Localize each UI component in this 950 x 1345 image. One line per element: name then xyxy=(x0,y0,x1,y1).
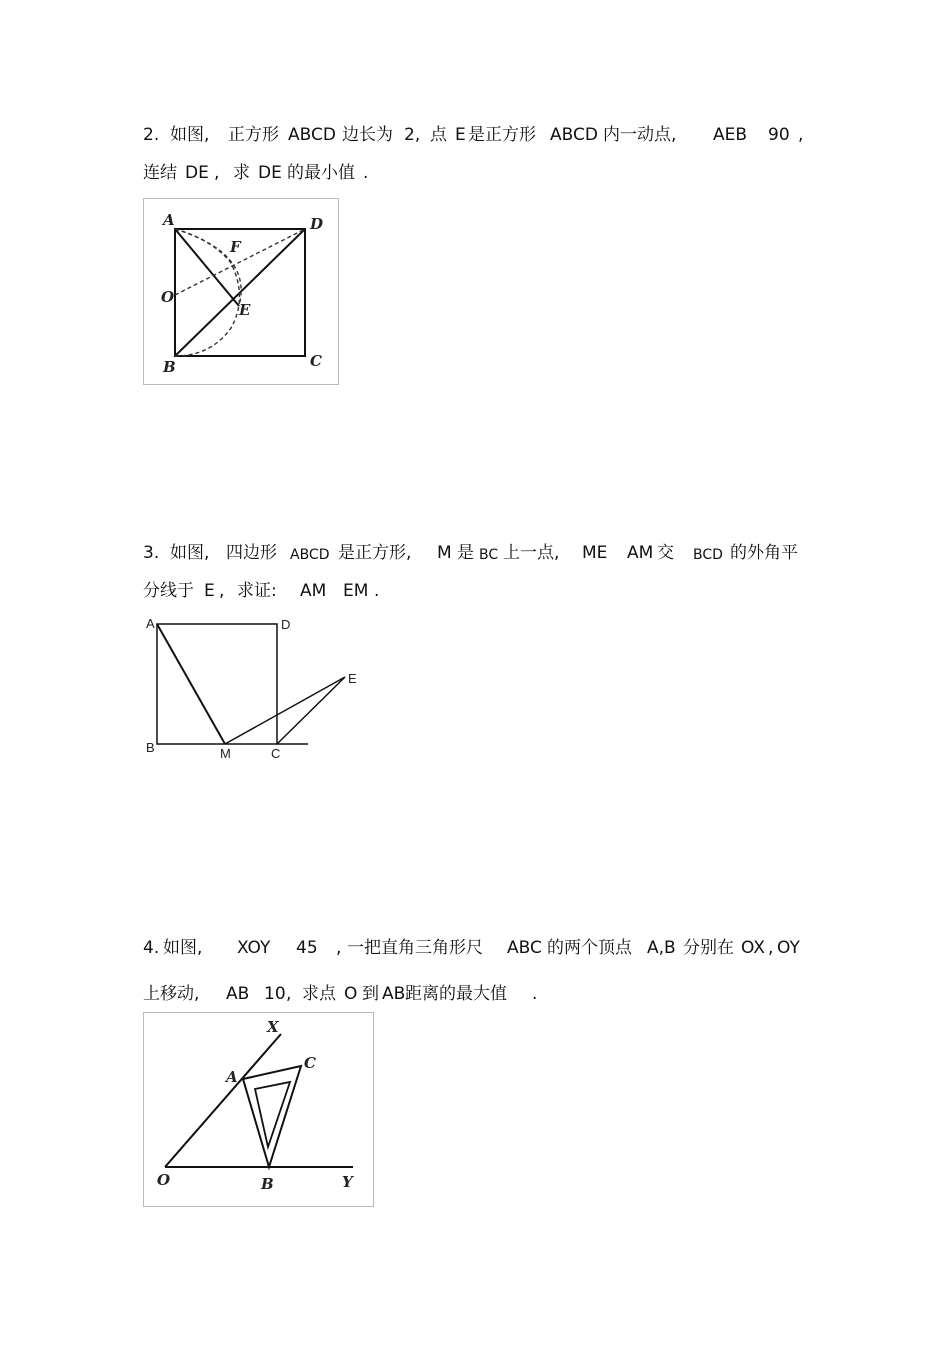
text: AM xyxy=(627,543,654,563)
point-label-A: A xyxy=(146,616,155,631)
problem-number: 4. xyxy=(143,938,160,958)
point-label-A: A xyxy=(226,1068,238,1086)
text: 连结 xyxy=(143,163,177,183)
text: ABCD xyxy=(290,547,330,563)
text: 是正方形 xyxy=(468,125,536,145)
text: 交 xyxy=(657,543,674,563)
problem-number: 2. xyxy=(143,125,160,145)
point-label-E: E xyxy=(239,301,251,319)
text: E xyxy=(455,125,466,145)
point-label-C: C xyxy=(304,1054,316,1072)
point-label-E: E xyxy=(348,671,357,686)
text: 的两个顶点 xyxy=(547,938,632,958)
text: AB xyxy=(382,984,406,1004)
text: OY xyxy=(777,938,800,958)
text: DE xyxy=(185,163,209,183)
text: , xyxy=(768,938,774,958)
text: 45 xyxy=(296,938,318,958)
text: DE xyxy=(258,163,282,183)
point-label-O: O xyxy=(161,288,175,306)
text: , xyxy=(219,581,225,601)
text: 2, xyxy=(404,125,421,145)
text: AB xyxy=(226,984,250,1004)
text: 到 xyxy=(362,984,379,1004)
text: , xyxy=(798,125,804,145)
point-label-M: M xyxy=(220,746,231,761)
text: O xyxy=(344,984,358,1004)
text: 边长为 xyxy=(342,125,393,145)
point-label-D: D xyxy=(281,617,291,632)
point-label-F: F xyxy=(230,238,241,256)
text: A,B xyxy=(647,938,676,958)
point-label-C: C xyxy=(271,746,281,761)
text: XOY xyxy=(237,938,271,958)
point-label-B: B xyxy=(261,1175,274,1193)
text: AM xyxy=(300,581,327,601)
text: 是 xyxy=(457,543,474,563)
point-label-A: A xyxy=(163,211,175,229)
text: 如图, xyxy=(170,543,210,563)
problem-3-figure xyxy=(143,612,373,767)
problem-2-figure xyxy=(143,198,340,386)
text: . xyxy=(363,163,369,183)
point-label-B: B xyxy=(163,358,176,376)
text: BC xyxy=(479,547,499,563)
point-label-D: D xyxy=(310,215,324,233)
text: BCD xyxy=(693,547,723,563)
text: ABCD xyxy=(288,125,336,145)
point-label-O: O xyxy=(157,1171,171,1189)
text: 分线于 xyxy=(143,581,194,601)
point-label-B: B xyxy=(146,740,155,755)
text: 四边形 xyxy=(226,543,277,563)
text: 上移动, xyxy=(143,984,200,1004)
text: 距离的最大值 xyxy=(405,984,507,1004)
text: ABC xyxy=(507,938,542,958)
text: AEB xyxy=(713,125,748,145)
text: , xyxy=(286,984,292,1004)
text: 上一点, xyxy=(503,543,560,563)
problem-number: 3. xyxy=(143,543,160,563)
text: , xyxy=(336,938,342,958)
text: 分别在 xyxy=(683,938,734,958)
point-label-C: C xyxy=(310,352,322,370)
text: OX xyxy=(741,938,765,958)
text: 求证: xyxy=(237,581,277,601)
text: 如图, xyxy=(170,125,210,145)
problem-4-figure xyxy=(143,1012,375,1208)
text: 点 xyxy=(430,125,447,145)
text: M xyxy=(437,543,452,563)
text: ABCD xyxy=(550,125,598,145)
text: 的外角平 xyxy=(730,543,798,563)
text: 如图, xyxy=(163,938,203,958)
text: . xyxy=(532,984,538,1004)
text: EM xyxy=(343,581,369,601)
text: E xyxy=(204,581,215,601)
text: 的最小值 xyxy=(287,163,355,183)
point-label-X: X xyxy=(267,1018,279,1036)
point-label-Y: Y xyxy=(342,1173,353,1191)
text: 90 xyxy=(768,125,790,145)
text: 求 xyxy=(233,163,250,183)
text: , xyxy=(214,163,220,183)
text: ME xyxy=(582,543,608,563)
text: 内一动点, xyxy=(603,125,677,145)
text: 正方形 xyxy=(228,125,279,145)
text: 一把直角三角形尺 xyxy=(347,938,483,958)
text: 是正方形, xyxy=(338,543,412,563)
text: 求点 xyxy=(302,984,336,1004)
text: . xyxy=(374,581,380,601)
text: 10 xyxy=(264,984,286,1004)
